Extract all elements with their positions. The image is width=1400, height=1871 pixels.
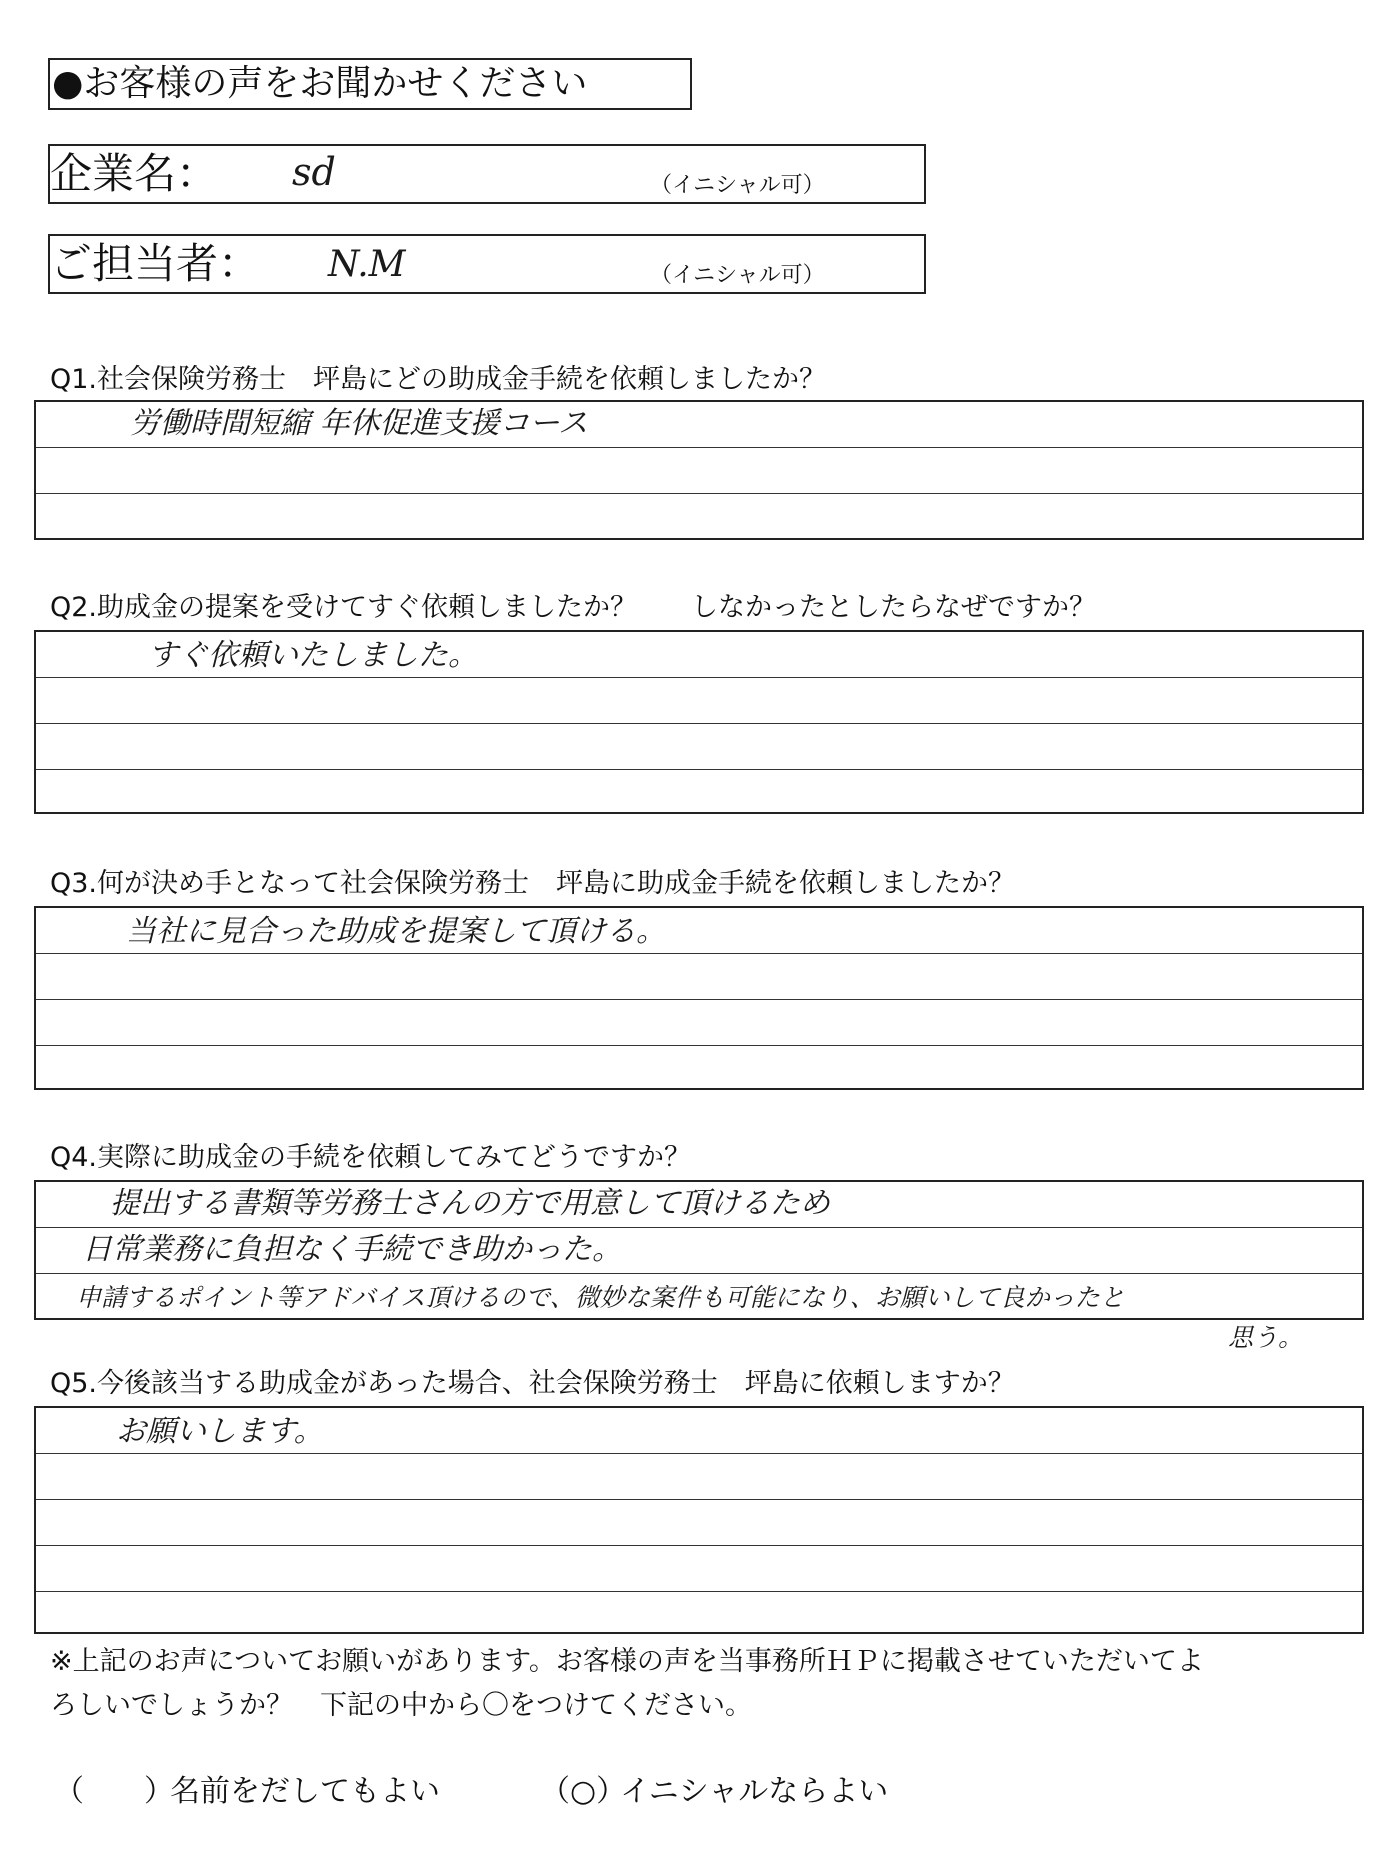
contact-value[interactable]: N.M (328, 244, 406, 285)
question-3-label: Q3.何が決め手となって社会保険労務士 坪島に助成金手続を依頼しましたか？ (50, 868, 1016, 899)
question-1-label: Q1.社会保険労務士 坪島にどの助成金手続を依頼しましたか？ (50, 364, 827, 395)
question-4-answer-line-3: 申請するポイント等アドバイス頂けるので、微妙な案件も可能になり、お願いして良かったと (76, 1283, 1125, 1312)
option-name-checkbox[interactable]: （ ） (54, 1774, 174, 1809)
footer-note-line-1: ※上記のお声についてお願いがあります。お客様の声を当事務所ＨＰに掲載させていただいてよ (50, 1646, 1204, 1677)
question-5-label: Q5.今後該当する助成金があった場合、社会保険労務士 坪島に依頼しますか？ (50, 1368, 1015, 1399)
footer-note-line-2: ろしいでしょうか？ 下記の中から〇をつけてください。 (50, 1690, 752, 1721)
question-4-label: Q4.実際に助成金の手続を依頼してみてどうですか？ (50, 1142, 692, 1173)
question-4-answer-line-4: 思う。 (1228, 1323, 1304, 1352)
option-initial-checkbox[interactable]: （○） (540, 1774, 627, 1809)
contact-note: （イニシャル可） (650, 263, 825, 288)
contact-label: ご担当者： (50, 239, 261, 288)
question-2-label: Q2.助成金の提案を受けてすぐ依頼しましたか？ しなかったとしたらなぜですか？ (50, 592, 1097, 623)
question-2-answer-line-1: すぐ依頼いたしました。 (148, 638, 478, 673)
company-label: 企業名： (50, 149, 219, 198)
question-5-answer-line-1: お願いします。 (116, 1414, 324, 1449)
question-1-answer-line-1: 労働時間短縮 年休促進支援コース (130, 406, 589, 441)
question-4-answer-line-1: 提出する書類等労務士さんの方で用意して頂けるため (110, 1186, 830, 1221)
question-4-answer-line-2: 日常業務に負担なく手続でき助かった。 (82, 1232, 622, 1267)
company-note: （イニシャル可） (650, 173, 825, 198)
option-initial-label: イニシャルならよい (620, 1774, 889, 1809)
form-title: ●お客様の声をお聞かせください (52, 63, 588, 104)
option-name-label: 名前をだしてもよい (170, 1774, 440, 1809)
question-3-answer-line-1: 当社に見合った助成を提案して頂ける。 (126, 914, 666, 949)
company-value[interactable]: sd (292, 150, 336, 194)
